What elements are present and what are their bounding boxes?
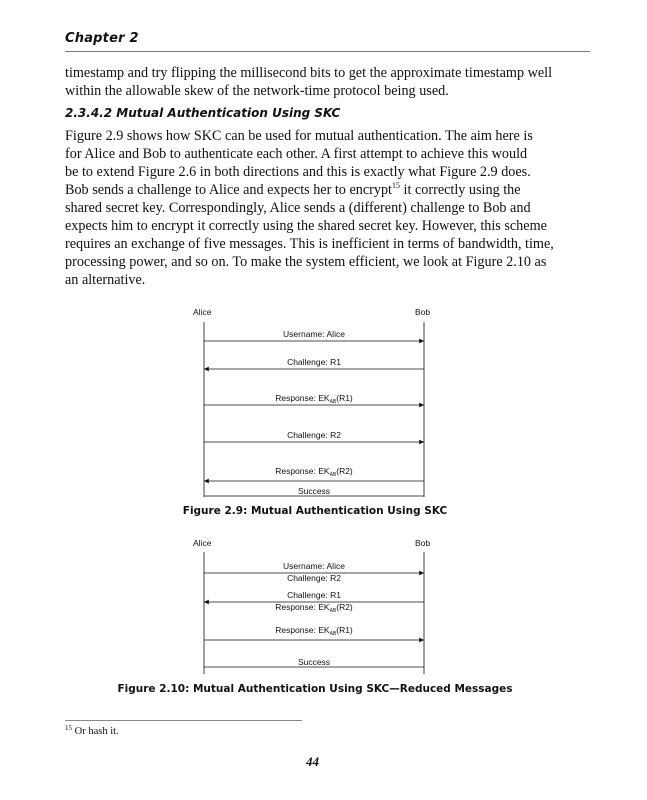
fig29-alice-label: Alice: [193, 307, 212, 317]
fig29-msg-success: Success: [297, 486, 331, 496]
body-line-1: Figure 2.9 shows how SKC can be used for mutual authentication. The aim here is: [65, 128, 533, 144]
fig210-msg-response-r2: Response: $EK_{AB}(R2)$: [275, 602, 353, 614]
fig29-msg-username: Username: Alice: [283, 329, 345, 339]
chapter-header: Chapter 2: [65, 31, 139, 46]
fig210-alice-label: Alice: [193, 538, 212, 548]
fig29-msg-response-r1: Response: $EK_{AB}(R1)$: [275, 393, 353, 405]
fig210-msg-success: Success: [297, 657, 331, 667]
body-line-4: Bob sends a challenge to Alice and expects her to encrypt: [65, 182, 392, 198]
fig210-msg-response-r1: Response: $EK_{AB}(R1)$: [275, 625, 353, 637]
figure-2-10-caption: Figure 2.10: Mutual Authentication Using SKC—Reduced Messages: [117, 683, 513, 695]
footnote-rule: [65, 720, 302, 721]
body-line-9: an alternative.: [65, 272, 146, 288]
fig29-msg-response-r2: Response: $EK_{AB}(R2)$: [275, 466, 353, 478]
body-line-6: expects him to encrypt it correctly using the shared secret key. However, this scheme: [65, 218, 547, 234]
figure-2-9-caption: Figure 2.9: Mutual Authentication Using SKC: [182, 505, 448, 517]
fig29-bob-label: Bob: [415, 307, 431, 317]
fig29-msg-challenge-r1: Challenge: R1: [287, 357, 341, 367]
fig210-msg-challenge-r2: Challenge: R2: [287, 573, 341, 583]
body-line-3: be to extend Figure 2.6 in both directions and this is exactly what Figure 2.9 does.: [65, 164, 531, 180]
page-number: 44: [306, 754, 319, 769]
figure-2-10-diagram: [193, 538, 430, 674]
body-line-8: processing power, and so on. To make the system efficient, we look at Figure 2.10 as: [65, 254, 547, 270]
fig210-msg-challenge-r1: Challenge: R1: [287, 590, 341, 600]
fig29-msg-challenge-r2: Challenge: R2: [287, 430, 341, 440]
footnote: [65, 726, 119, 737]
fig210-bob-label: Bob: [415, 538, 431, 548]
body-line-7: requires an exchange of five messages. This is inefficient in terms of bandwidth, time,: [65, 236, 554, 252]
footnote-reference[interactable]: 15: [392, 181, 400, 190]
body-line-5: shared secret key. Correspondingly, Alice sends a (different) challenge to Bob and: [65, 200, 531, 216]
section-heading: 2.3.4.2 Mutual Authentication Using SKC: [65, 106, 341, 120]
intro-line-2: within the allowable skew of the network-time protocol being used.: [65, 83, 449, 99]
figure-2-9-diagram: [193, 307, 430, 497]
intro-line-1: timestamp and try flipping the millisecond bits to get the approximate timestamp well: [65, 65, 553, 81]
footnote-number: 15: [65, 724, 72, 732]
fig210-msg-username: Username: Alice: [283, 561, 345, 571]
body-line-4-rest: it correctly using the: [400, 182, 521, 198]
footnote-text: Or hash it.: [72, 726, 119, 737]
body-line-2: for Alice and Bob to authenticate each other. A first attempt to achieve this would: [65, 146, 528, 162]
